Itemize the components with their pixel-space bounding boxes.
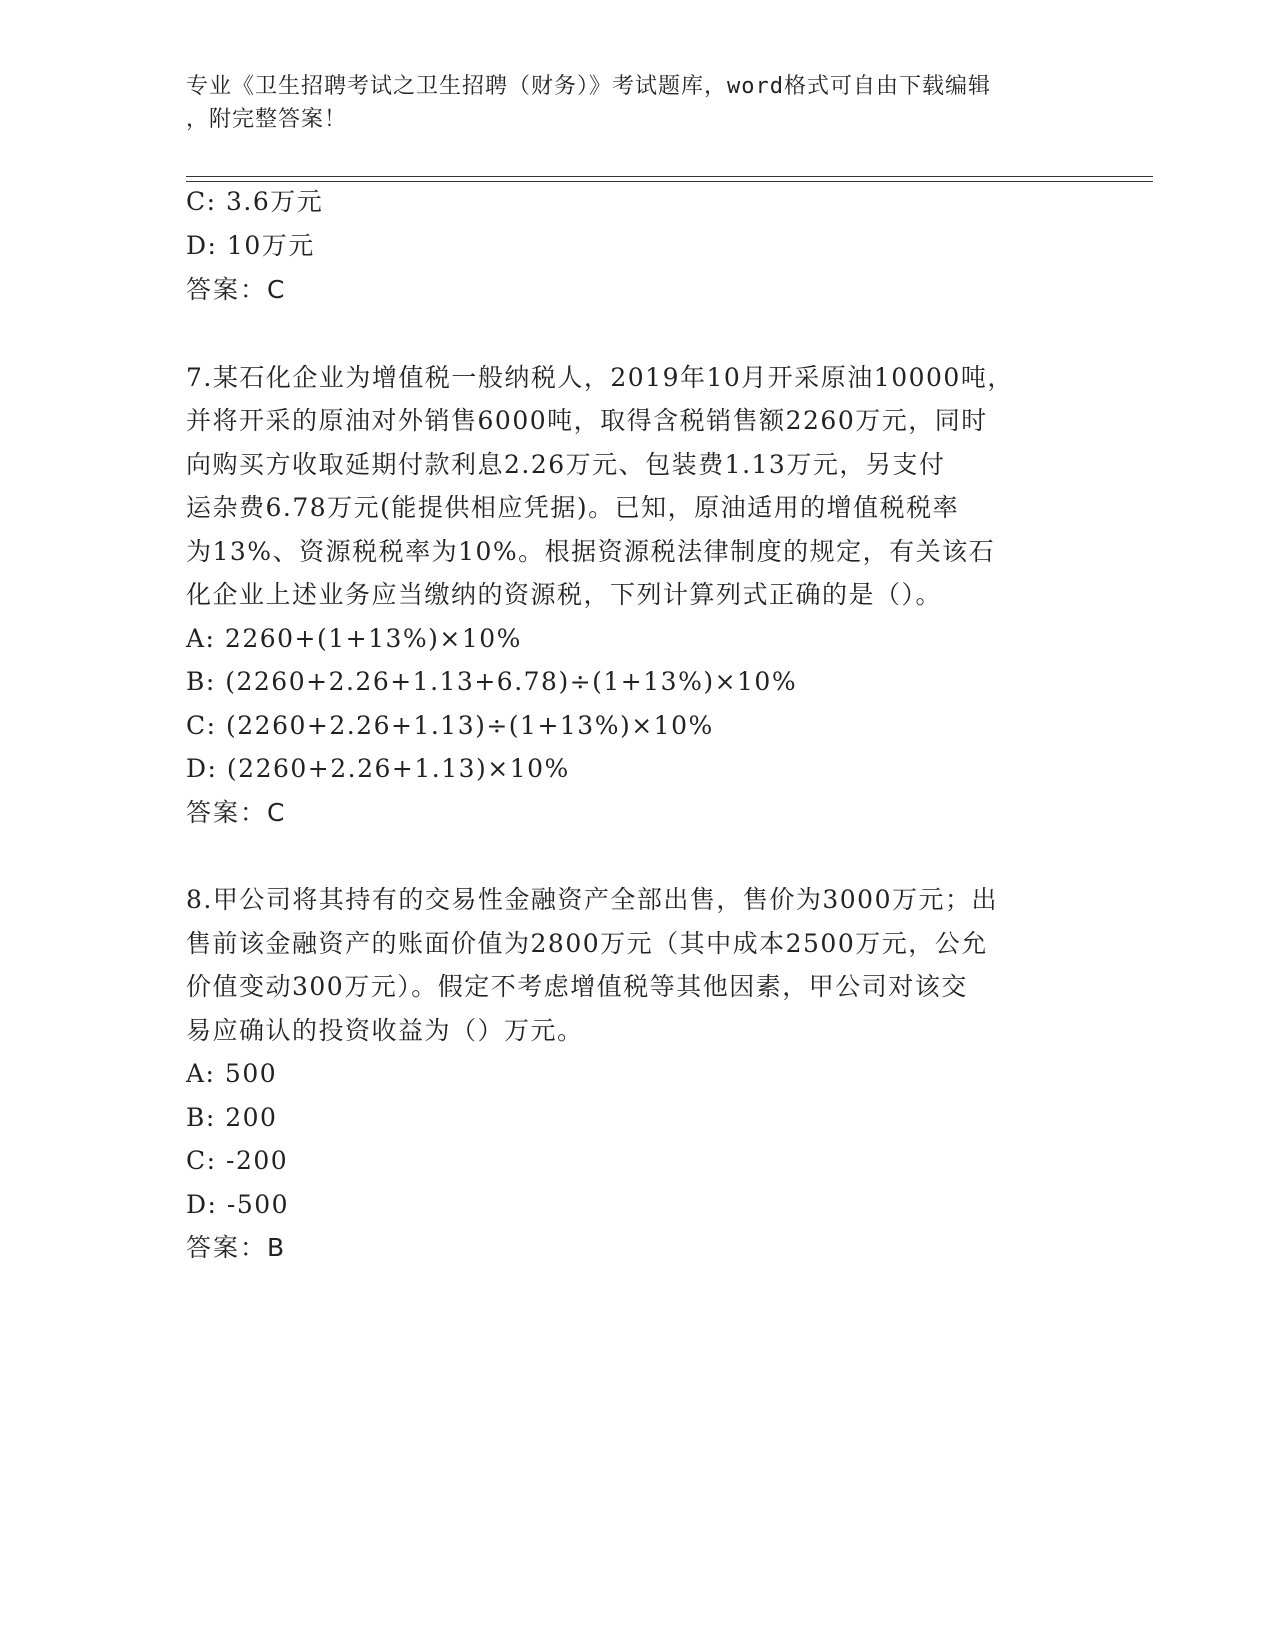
q8-option-d: D: -500 (186, 1190, 290, 1219)
prev-answer: 答案：C (186, 275, 287, 304)
q7-line-4: 运杂费6.78万元(能提供相应凭据)。已知，原油适用的增值税税率 (186, 493, 960, 522)
q8-option-a: A: 500 (186, 1059, 278, 1088)
header-line-2: ，附完整答案！ (186, 107, 348, 132)
prev-option-d: D: 10万元 (186, 231, 315, 260)
header-divider (186, 176, 1153, 182)
q8-option-b: B: 200 (186, 1103, 278, 1132)
q8-option-c: C: -200 (186, 1146, 289, 1175)
q8-line-1: 8.甲公司将其持有的交易性金融资产全部出售，售价为3000万元；出 (186, 885, 998, 914)
q7-answer: 答案：C (186, 798, 287, 827)
q7-option-b: B: (2260+2.26+1.13+6.78)÷(1+13%)×10% (186, 667, 798, 696)
q7-line-3: 向购买方收取延期付款利息2.26万元、包装费1.13万元，另支付 (186, 450, 946, 479)
q7-line-2: 并将开采的原油对外销售6000吨，取得含税销售额2260万元，同时 (186, 406, 988, 435)
q7-line-1: 7.某石化企业为增值税一般纳税人，2019年10月开采原油10000吨， (186, 363, 1014, 392)
header-line-1: 专业《卫生招聘考试之卫生招聘（财务）》考试题库，word格式可自由下载编辑 (186, 74, 991, 99)
q8-answer: 答案：B (186, 1233, 287, 1262)
q7-option-c: C: (2260+2.26+1.13)÷(1+13%)×10% (186, 711, 714, 740)
q8-line-4: 易应确认的投资收益为（）万元。 (186, 1016, 584, 1045)
q8-line-2: 售前该金融资产的账面价值为2800万元（其中成本2500万元，公允 (186, 929, 988, 958)
page-header (186, 70, 1066, 136)
q7-option-d: D: (2260+2.26+1.13)×10% (186, 754, 570, 783)
q8-line-3: 价值变动300万元）。假定不考虑增值税等其他因素，甲公司对该交 (186, 972, 968, 1001)
q7-line-6: 化企业上述业务应当缴纳的资源税，下列计算列式正确的是（）。 (186, 580, 943, 609)
q7-option-a: A: 2260+(1+13%)×10% (186, 624, 522, 653)
prev-option-c: C: 3.6万元 (186, 187, 324, 216)
q7-line-5: 为13%、资源税税率为10%。根据资源税法律制度的规定，有关该石 (186, 537, 996, 566)
